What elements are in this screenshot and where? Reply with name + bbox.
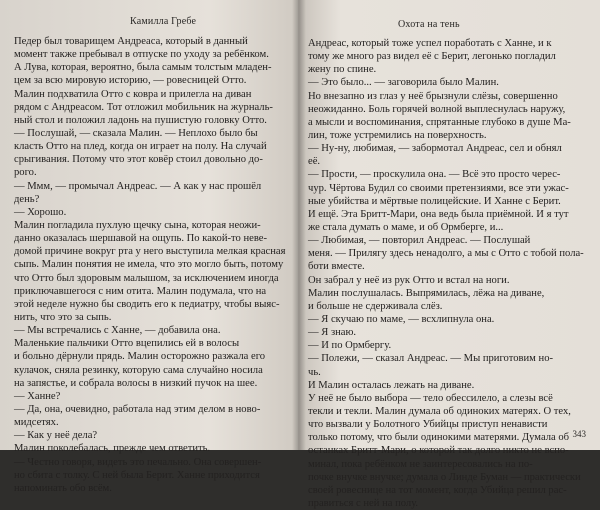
text-line: неожиданно. Боль горячей волной выплеснулась наружу,: [308, 103, 566, 115]
text-line: рядом с Андреасом. Тот отложил мобильник на журналь-: [14, 101, 273, 113]
text-line: Маленькие пальчики Отто вцепились ей в волосы: [14, 338, 240, 350]
right-running-head: Охота на тень: [398, 19, 460, 30]
text-line: Малин поколебалась, прежде чем ответить.: [14, 443, 211, 455]
text-line: правиться с ней на полу.: [308, 497, 419, 509]
text-line: что Отто был здоровым малышом, за исключением иногда: [14, 272, 279, 284]
text-line: — Послушай, — сказала Малин. — Неплохо было бы: [14, 127, 258, 139]
text-line: — Ну-ну, любимая, — забормотал Андреас, сел и обнял: [308, 143, 562, 155]
text-line: её.: [308, 156, 321, 168]
text-line: чур. Чёртова Будил со своими претензиями, все эти ужас-: [308, 182, 569, 194]
right-page-text: [308, 37, 590, 510]
text-line: — Ммм, — промычал Андреас. — А как у нас прошёл: [14, 180, 262, 192]
text-line: ный стол и положил ладонь на пушистую головку Отто.: [14, 114, 267, 126]
right-page: [298, 0, 600, 509]
text-line: И ещё. Эта Бритт-Мари, она ведь была приёмной. И я тут: [308, 208, 569, 220]
text-line: на запястье, и собрала волосы в низкий пучок на шее.: [14, 377, 258, 389]
text-line: мидсетях.: [14, 417, 59, 429]
text-line: ные убийства и мёртвые полицейские. И Ханне с Берит.: [308, 195, 561, 207]
text-line: — Я скучаю по маме, — всхлипнула она.: [308, 313, 495, 325]
text-line: класть Отто на плед, когда он играет на полу. На случай: [14, 141, 267, 153]
text-line: — Мы встречались с Ханне, — добавила она.: [14, 325, 221, 337]
text-line: — Любимая, — повторил Андреас. — Послушай: [308, 235, 531, 247]
text-line: что вызвали у Болотного Убийцы приступ ненависти: [308, 419, 548, 431]
text-line: же стала думать о маме, и об Ормберге, и...: [308, 221, 504, 233]
text-line: А Лува, которая, вероятно, была самым толстым младен-: [14, 62, 272, 74]
text-line: чь.: [308, 366, 321, 378]
text-line: — Прости, — проскулила она. — Всё это просто черес-: [308, 169, 561, 181]
text-line: текли и текли. Малин думала об одиноких матерях. О тех,: [308, 405, 571, 417]
text-line: Малин погладила пухлую щечку сына, которая неожи-: [14, 219, 261, 231]
text-line: и больно дёрнули прядь. Малин осторожно разжала его: [14, 351, 266, 363]
text-line: но сбита с толку. С ней была Берит. Ханне приходится: [14, 469, 260, 481]
text-line: этой неделе нужно бы сводить его к педиатру, чтобы выяс-: [14, 298, 280, 310]
text-line: и больше не сдерживала слёз.: [308, 300, 443, 312]
text-line: данно оказалась шершавой на ощупь. По какой-то неве-: [14, 233, 268, 245]
text-line: цем за всю мировую историю, — ровесницей Отто.: [14, 75, 247, 87]
text-line: а мысли и воспоминания, спрятанные глубоко в душе Ма-: [308, 116, 571, 128]
text-line: почке внучке внучке; думала о Линде Буман — практически: [308, 471, 581, 483]
text-line: приключавшегося с ним отита. Малин подумала, что на: [14, 285, 267, 297]
text-line: — Это было... — заговорила было Малин.: [308, 77, 499, 89]
text-line: своей ровеснице на тот момент, когда Убийца решил рас-: [308, 484, 567, 496]
text-line: боти вместе.: [308, 261, 365, 273]
text-line: домой причине вокруг рта у него выступила мелкая красная: [14, 246, 286, 258]
text-line: меня. — Прилягу здесь ненадолго, а мы с Отто с тобой пола-: [308, 248, 584, 260]
text-line: срыгивания. Потому что этот ковёр стоил довольно до-: [14, 154, 263, 166]
text-line: У неё не было выбора — тело обессилело, а слезы всё: [308, 392, 553, 404]
text-line: лин, тоже устремились на поверхность.: [308, 129, 487, 141]
left-page-text: [14, 35, 298, 495]
text-line: — Как у неё дела?: [14, 430, 98, 442]
text-line: жену по спине.: [308, 64, 377, 76]
text-line: — Ханне?: [14, 390, 61, 402]
text-line: нить, что это за сыпь.: [14, 311, 112, 323]
text-line: минал, пока ребёнком не заинтересовались на по-: [308, 458, 533, 470]
text-line: напоминать обо всём.: [14, 482, 112, 494]
text-line: Но внезапно из глаз у неё брызнули слёзы, совершенно: [308, 90, 558, 102]
page-number: 343: [572, 429, 586, 439]
left-running-head: Камилла Гребе: [130, 16, 197, 27]
text-line: — Да, она, очевидно, работала над этим делом в ново-: [14, 403, 261, 415]
text-line: — Хорошо.: [14, 206, 67, 218]
text-line: Малин послушалась. Выпрямилась, лёжа на диване,: [308, 287, 545, 299]
text-line: рого.: [14, 167, 37, 179]
text-line: Андреас, который тоже успел поработать с Ханне, и к: [308, 38, 552, 49]
text-line: кулачок, сняла резинку, которую сама случайно носила: [14, 364, 263, 376]
left-page: [0, 0, 300, 494]
text-line: Педер был товарищем Андреаса, который в данный: [14, 36, 248, 47]
text-line: — И по Ормбергу.: [308, 340, 392, 352]
text-line: останках Бритт-Мари, о которой так долго никто не вспо-: [308, 445, 569, 457]
text-line: Он забрал у неё из рук Отто и встал на ноги.: [308, 274, 510, 286]
text-line: — Честно говоря, видеть это печально. Она совершен-: [14, 456, 262, 468]
text-line: сыпь. Малин понятия не имела, что это могло быть, потому: [14, 259, 284, 271]
text-line: — Я знаю.: [308, 327, 357, 339]
text-line: день?: [14, 193, 40, 205]
text-line: тому же много раз видел её с Берит, легонько погладил: [308, 51, 556, 63]
text-line: — Полежи, — сказал Андреас. — Мы приготовим но-: [308, 353, 554, 365]
text-line: И Малин осталась лежать на диване.: [308, 379, 475, 391]
text-line: момент также пребывал в отпуске по уходу за ребёнком.: [14, 49, 269, 61]
text-line: Малин подхватила Отто с ковра и прилегла на диван: [14, 88, 252, 100]
text-line: только потому, что были одинокими матерями. Думала об: [308, 432, 570, 444]
book-gutter: [292, 0, 306, 450]
